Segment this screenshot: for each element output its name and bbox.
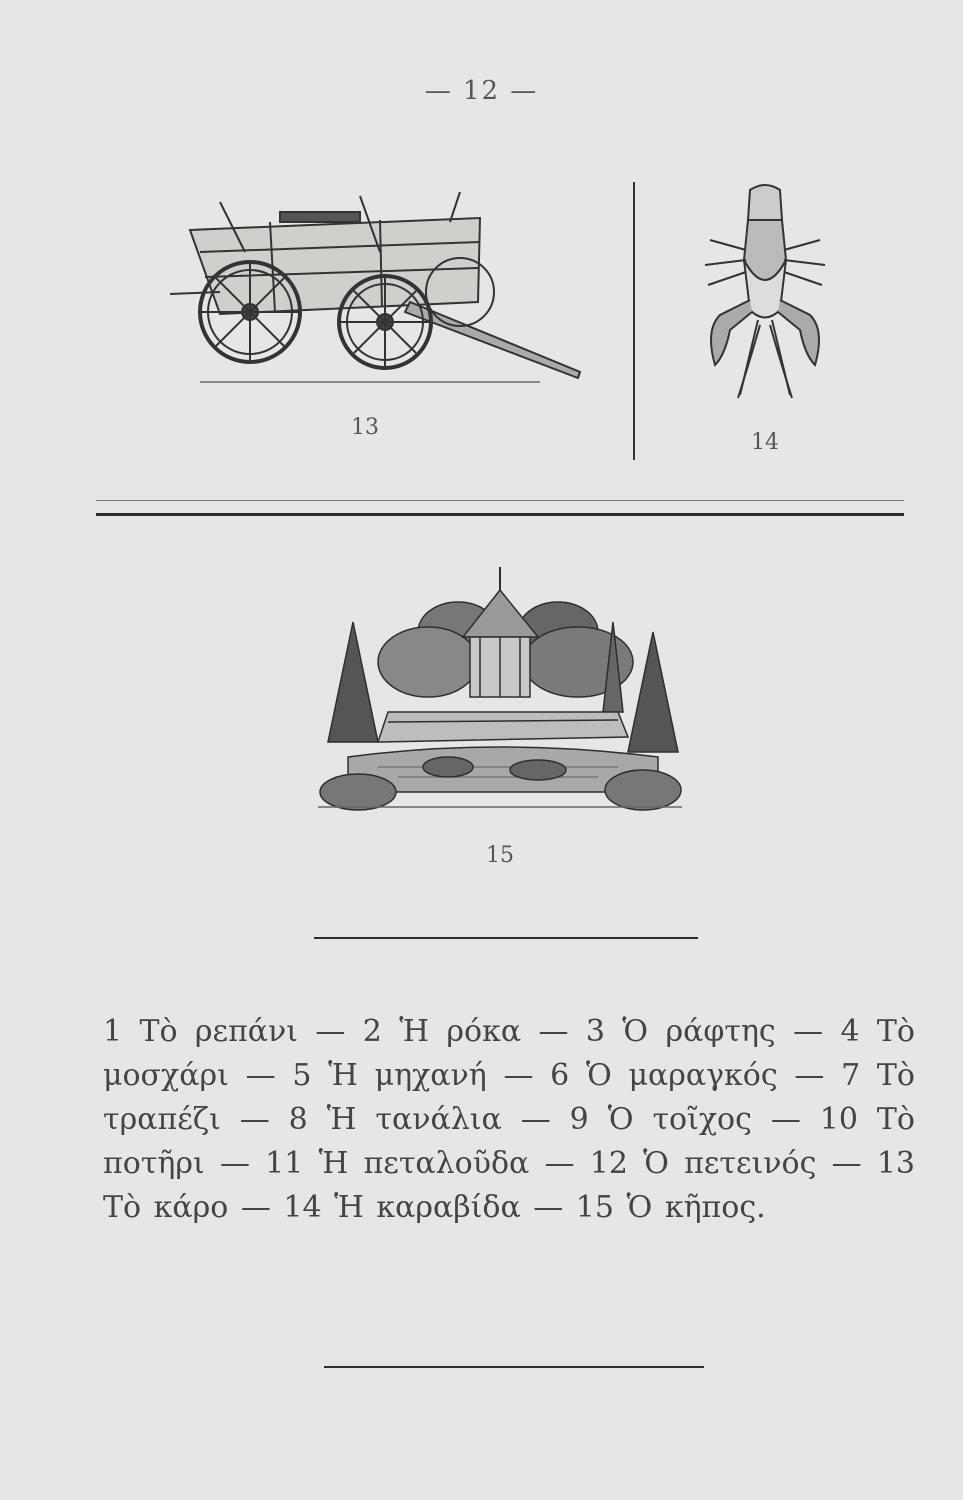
page-number: — 12 —	[424, 76, 539, 106]
section-divider-thick	[96, 513, 904, 516]
section-divider	[96, 500, 904, 501]
vertical-divider	[633, 182, 635, 460]
figure-legend: 1 Τὸ ρεπάνι — 2 Ἡ ρόκα — 3 Ὁ ράφτης — 4 Τὸ μοσχάρι — 5 Ἡ μηχανή — 6 Ὁ μαραγκός — 7 Τὸ τραπέζι — 8 Ἡ τανάλια — 9 Ὁ τοῖχος — 10 Τὸ ποτῆρι — 11 Ἡ πεταλοῦδα — 12 Ὁ πετεινός — 13 Τὸ κάρο — 14 Ἡ καραβίδα — 15 Ὁ κῆπος.	[103, 1014, 915, 1225]
figure-caption-15: 15	[486, 843, 514, 868]
garden-gazebo-illustration	[318, 562, 682, 814]
legend-top-rule	[314, 937, 698, 939]
crayfish-illustration	[690, 180, 840, 410]
figure-caption-13: 13	[351, 415, 379, 440]
bottom-rule	[324, 1366, 704, 1368]
figure-caption-14: 14	[751, 430, 779, 455]
wagon-illustration	[160, 182, 590, 402]
